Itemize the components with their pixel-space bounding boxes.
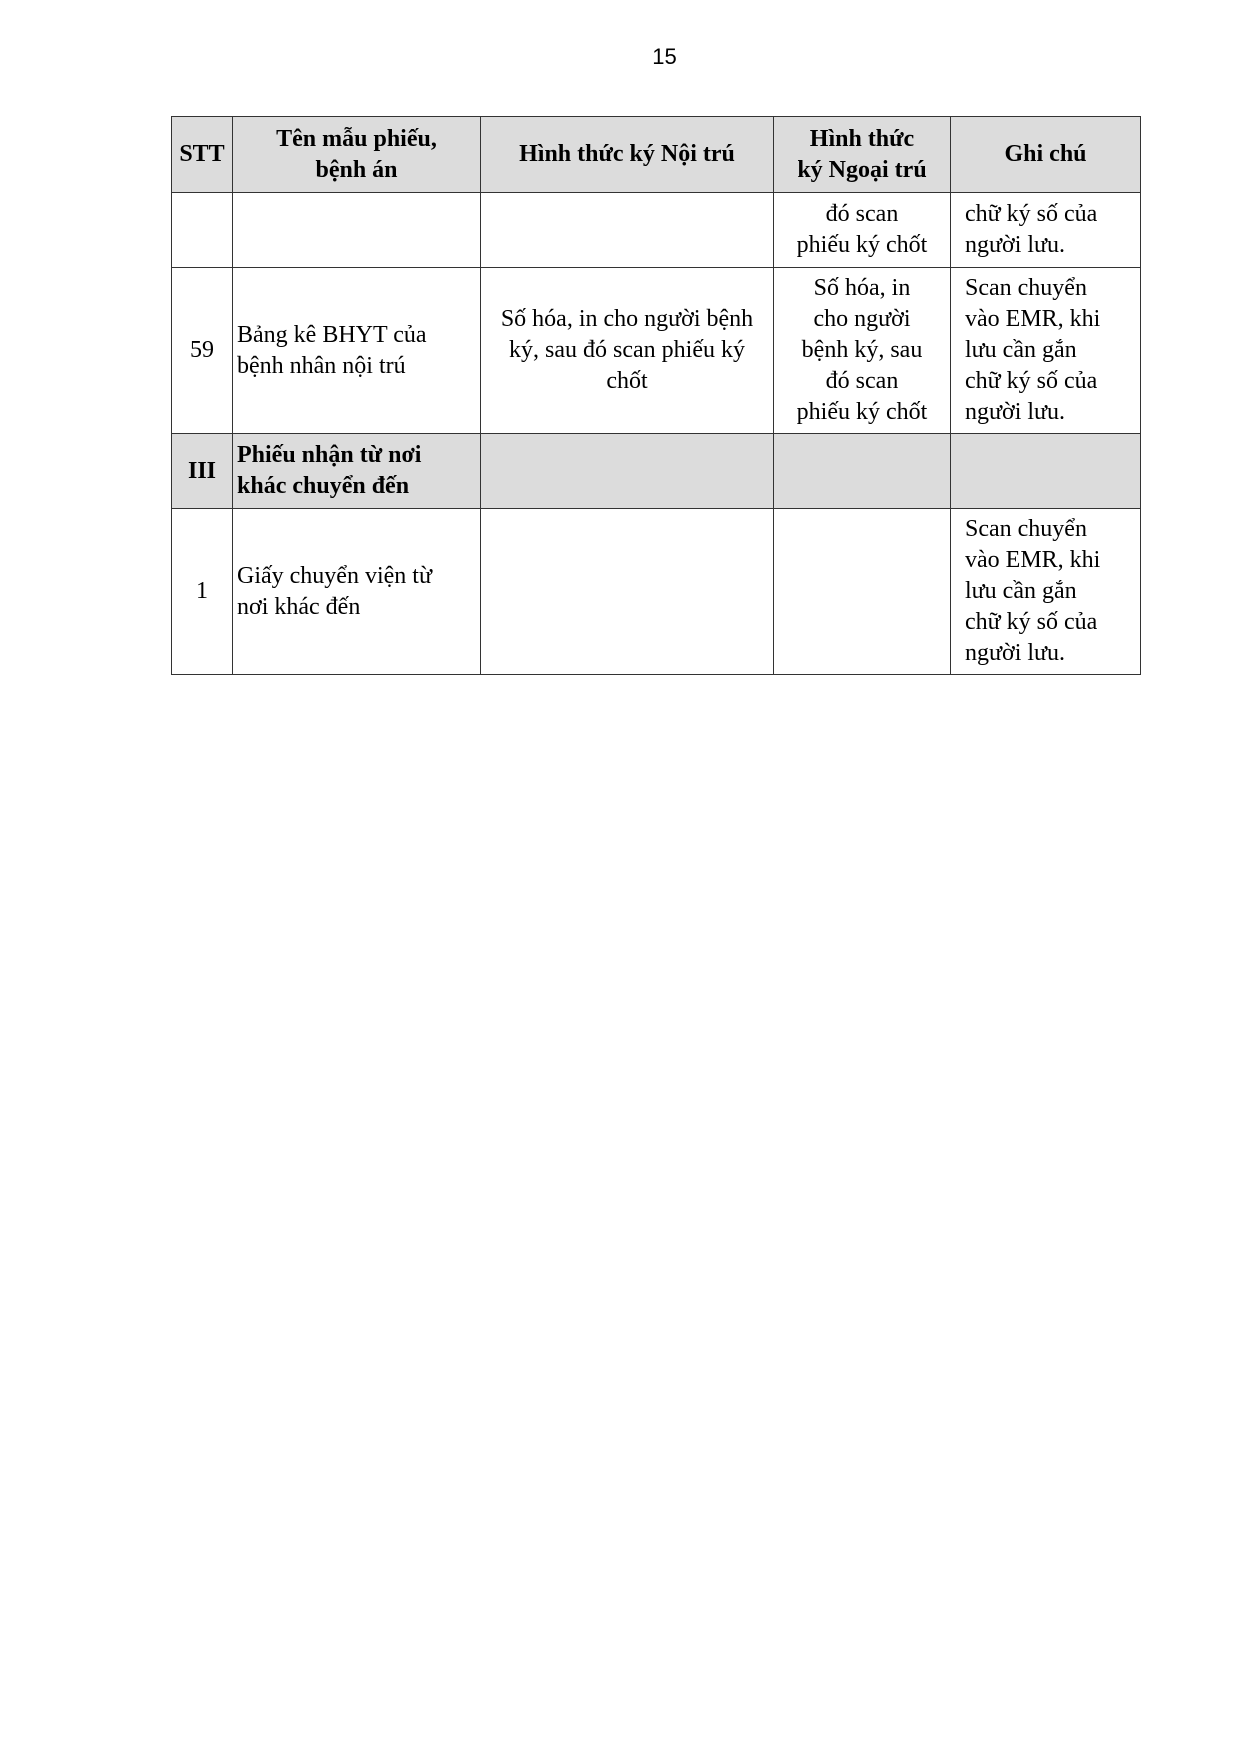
cell-outpatient: Số hóa, in cho người bệnh ký, sau đó scan phiếu ký chốt [774,268,951,434]
cell-stt: 59 [172,268,233,434]
table-header-row [172,117,1141,193]
section-number: III [172,434,233,509]
cell-form-name: Bảng kê BHYT của bệnh nhân nội trú [233,268,481,434]
section-empty-cell [951,434,1141,509]
section-empty-cell [481,434,774,509]
table-row-59 [172,268,1141,434]
cell-outpatient: đó scan phiếu ký chốt [774,193,951,268]
section-row-iii [172,434,1141,509]
cell-stt [172,193,233,268]
header-inpatient-signing: Hình thức ký Nội trú [481,117,774,193]
page-number: 15 [652,44,677,69]
cell-note: Scan chuyển vào EMR, khi lưu cần gắn chữ ký số của người lưu. [951,509,1141,675]
table-row-1 [172,509,1141,675]
header-form-name: Tên mẫu phiếu, bệnh án [233,117,481,193]
cell-form-name [233,193,481,268]
cell-form-name: Giấy chuyển viện từ nơi khác đến [233,509,481,675]
cell-inpatient [481,509,774,675]
cell-note: chữ ký số của người lưu. [951,193,1141,268]
cell-outpatient [774,509,951,675]
section-empty-cell [774,434,951,509]
forms-table [171,116,1141,675]
cell-inpatient [481,193,774,268]
header-stt: STT [172,117,233,193]
header-outpatient-signing: Hình thức ký Ngoại trú [774,117,951,193]
section-title: Phiếu nhận từ nơi khác chuyển đến [233,434,481,509]
cell-note: Scan chuyển vào EMR, khi lưu cần gắn chữ ký số của người lưu. [951,268,1141,434]
cell-stt: 1 [172,509,233,675]
header-note: Ghi chú [951,117,1141,193]
cell-inpatient: Số hóa, in cho người bệnh ký, sau đó scan phiếu ký chốt [481,268,774,434]
table-row-continued [172,193,1141,268]
